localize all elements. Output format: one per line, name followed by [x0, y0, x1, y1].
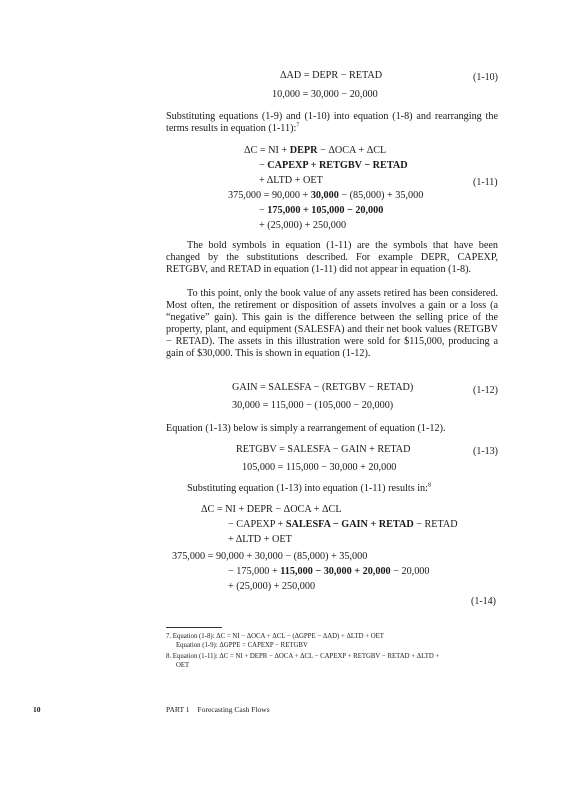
- eq-1-14-line1: ΔC = NI + DEPR − ΔOCA + ΔCL: [201, 504, 342, 515]
- eq-1-10-line1: ΔAD = DEPR − RETAD: [280, 70, 383, 81]
- eq-1-12-line1: GAIN = SALESFA − (RETGBV − RETAD): [232, 382, 414, 393]
- eq-1-14-line5: − 175,000 + 115,000 − 30,000 + 20,000 − 20,000: [228, 566, 430, 577]
- paragraph-5: Substituting equation (1-13) into equation (1-11) results in:$^8$: [187, 482, 431, 494]
- eq-1-13-number: (1-13): [473, 446, 498, 457]
- paragraph-3: To this point, only the book value of any assets retired has been considered. Most often, the retirement or disposition of assets involves a gain or a loss (a “negative” gain). This gain is the difference between the selling price of the property, plant, and equipment (SALESFA) and their net book values (RETGBV − RETAD). The assets in this illustration were sold for $115,000, producing a gain of $30,000. This is shown in equation (1-12).: [166, 288, 498, 359]
- paragraph-2: The bold symbols in equation (1-11) are the symbols that have been changed by the substitutions described. For example DEPR, CAPEXP, RETGBV, and RETAD in equation (1-11) did not appear in equation (1-8).: [166, 240, 498, 275]
- eq-1-12-line2: 30,000 = 115,000 − (105,000 − 20,000): [232, 400, 394, 411]
- eq-1-14-line4: 375,000 = 90,000 + 30,000 − (85,000) + 35,000: [172, 551, 368, 562]
- eq-1-12-number: (1-12): [473, 385, 498, 396]
- eq-1-14-line3: + ΔLTD + OET: [228, 534, 292, 545]
- running-footer: [166, 705, 270, 714]
- eq-1-13-line2: 105,000 = 115,000 − 30,000 + 20,000: [242, 462, 397, 473]
- paragraph-1: Substituting equations (1-9) and (1-10) into equation (1-8) and rearranging the terms results in equation (1-11):$^7$: [166, 111, 498, 134]
- footnote-ref-8: 8: [427, 482, 431, 489]
- eq-1-11-line5: − 175,000 + 105,000 − 20,000: [259, 205, 384, 216]
- eq-1-14-line6: + (25,000) + 250,000: [228, 581, 316, 592]
- eq-1-11-line1: ΔC = NI + DEPR − ΔOCA + ΔCL: [244, 145, 387, 156]
- part-label: PART 1: [166, 705, 190, 714]
- page-number: 10: [33, 705, 41, 714]
- footnote-7-line1: 7. Equation (1-8): ΔC = NI − ΔOCA + ΔCL − (ΔGPPE − ΔAD) + ΔLTD + OET: [166, 633, 384, 640]
- eq-1-14-line2: − CAPEXP + SALESFA − GAIN + RETAD − RETAD: [228, 519, 458, 530]
- eq-1-14-number: (1-14): [471, 596, 496, 607]
- paragraph-4: Equation (1-13) below is simply a rearrangement of equation (1-12).: [166, 423, 446, 434]
- footnote-8-line1: 8. Equation (1-11): ΔC = NI + DEPR − ΔOCA + ΔCL − CAPEXP + RETGBV − RETAD + ΔLTD +: [166, 653, 440, 660]
- footnote-divider: [166, 627, 222, 628]
- eq-1-11-line2: − CAPEXP + RETGBV − RETAD: [259, 160, 408, 171]
- eq-1-11-line4: 375,000 = 90,000 + 30,000 − (85,000) + 35,000: [228, 190, 424, 201]
- footnote-ref-7: 7: [296, 122, 300, 129]
- eq-1-10-line2: 10,000 = 30,000 − 20,000: [272, 89, 378, 100]
- footnote-7-line2: Equation (1-9): ΔGPPE = CAPEXP − RETGBV: [176, 642, 308, 649]
- eq-1-10-number: (1-10): [473, 72, 498, 83]
- eq-1-11-number: (1-11): [473, 177, 498, 188]
- eq-1-11-line3: + ΔLTD + OET: [259, 175, 323, 186]
- eq-1-13-line1: RETGBV = SALESFA − GAIN + RETAD: [236, 444, 411, 455]
- part-title: Forecasting Cash Flows: [197, 705, 270, 714]
- eq-1-11-line6: + (25,000) + 250,000: [259, 220, 347, 231]
- footnote-8-line2: OET: [176, 662, 190, 669]
